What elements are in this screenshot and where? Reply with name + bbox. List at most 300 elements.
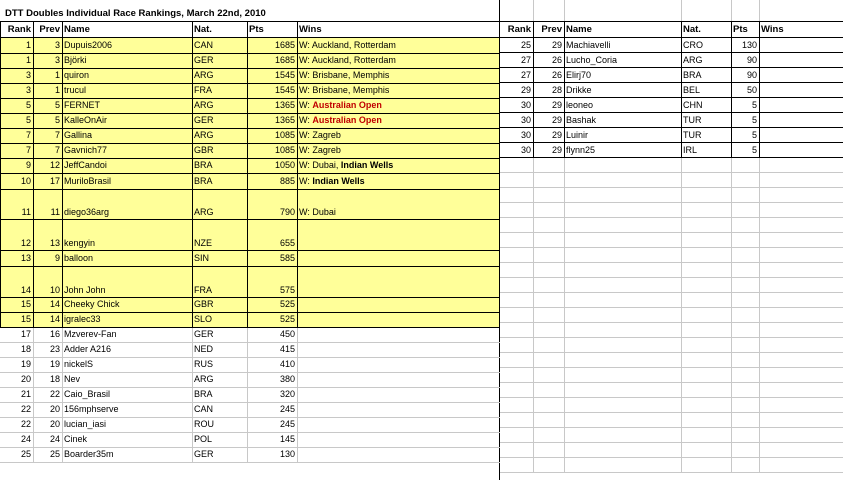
grid-line-vertical xyxy=(759,158,760,473)
cell-name: MuriloBrasil xyxy=(64,176,112,186)
cell-rank: 22 xyxy=(20,404,31,414)
grid-line-horizontal xyxy=(500,322,843,323)
cell-nat: GBR xyxy=(194,145,214,155)
grid-line-horizontal xyxy=(0,387,500,388)
cell-name: Gallina xyxy=(64,130,93,140)
grid-line-horizontal xyxy=(0,53,500,54)
cell-pts: 450 xyxy=(279,329,295,339)
cell-right-pts: 5 xyxy=(751,115,757,125)
header-right-rank: Rank xyxy=(507,24,531,35)
cell-nat: SIN xyxy=(194,253,210,263)
cell-wins xyxy=(297,432,500,447)
grid-line-vertical xyxy=(533,158,534,473)
grid-line-horizontal xyxy=(500,37,843,38)
cell-prev: 25 xyxy=(49,449,60,459)
wins-segment: W: xyxy=(299,115,313,125)
cell-wins xyxy=(297,158,500,173)
cell-name: diego36arg xyxy=(64,207,110,217)
cell-right-wins xyxy=(759,83,843,98)
cell-right-prev: 29 xyxy=(551,145,562,155)
cell-nat: BRA xyxy=(194,176,213,186)
grid-line-horizontal xyxy=(500,262,843,263)
grid-line-horizontal xyxy=(0,37,500,38)
grid-line-vertical xyxy=(681,158,682,473)
cell-rank: 21 xyxy=(20,389,31,399)
cell-name: 156mphserve xyxy=(64,404,119,414)
cell-wins xyxy=(297,98,500,113)
cell-pts: 790 xyxy=(279,207,295,217)
cell-nat: GER xyxy=(194,449,214,459)
cell-nat: GER xyxy=(194,329,214,339)
cell-rank: 18 xyxy=(20,344,31,354)
cell-wins xyxy=(297,284,500,297)
cell-name: Gavnich77 xyxy=(64,145,108,155)
grid-line-horizontal xyxy=(500,247,843,248)
grid-line-horizontal xyxy=(0,83,500,84)
cell-wins xyxy=(297,447,500,462)
grid-line-horizontal xyxy=(500,172,843,173)
header-right-prev: Prev xyxy=(541,24,562,35)
cell-right-name: Luinir xyxy=(566,130,589,140)
grid-line-horizontal xyxy=(500,21,843,22)
cell-prev: 17 xyxy=(49,176,60,186)
cell-right-nat: TUR xyxy=(683,115,702,125)
cell-name: Caio_Brasil xyxy=(64,389,111,399)
cell-name: Adder A216 xyxy=(64,344,112,354)
grid-line-vertical xyxy=(731,158,732,473)
cell-name: Björki xyxy=(64,55,87,65)
grid-line-vertical xyxy=(564,0,565,22)
cell-name: Cheeky Chick xyxy=(64,299,120,309)
grid-line-horizontal xyxy=(0,250,500,251)
cell-prev: 24 xyxy=(49,434,60,444)
cell-nat: ARG xyxy=(194,374,214,384)
cell-right-name: flynn25 xyxy=(566,145,596,155)
cell-nat: ARG xyxy=(194,130,214,140)
cell-nat: FRA xyxy=(194,285,212,295)
cell-prev: 9 xyxy=(54,253,60,263)
cell-nat: CAN xyxy=(194,40,214,50)
cell-pts: 320 xyxy=(279,389,295,399)
cell-prev: 5 xyxy=(54,100,60,110)
cell-right-name: leoneo xyxy=(566,100,594,110)
cell-right-rank: 30 xyxy=(520,115,531,125)
cell-pts: 1365 xyxy=(274,115,295,125)
cell-pts: 130 xyxy=(279,449,295,459)
cell-prev: 1 xyxy=(54,70,60,80)
header-right-nat: Nat. xyxy=(683,24,701,35)
cell-right-pts: 90 xyxy=(746,70,757,80)
grid-line-horizontal xyxy=(0,173,500,174)
wins-segment: Indian Wells xyxy=(340,160,394,170)
grid-line-vertical xyxy=(297,327,298,462)
cell-prev: 14 xyxy=(49,299,60,309)
cell-wins xyxy=(297,206,500,219)
cell-wins xyxy=(297,237,500,250)
grid-line-horizontal xyxy=(500,337,843,338)
cell-prev: 14 xyxy=(49,314,60,324)
cell-prev: 19 xyxy=(49,359,60,369)
cell-right-name: Lucho_Coria xyxy=(566,55,618,65)
cell-right-rank: 30 xyxy=(520,130,531,140)
cell-prev: 10 xyxy=(49,285,60,295)
grid-line-horizontal xyxy=(500,457,843,458)
cell-right-pts: 130 xyxy=(741,40,757,50)
grid-line-horizontal xyxy=(0,462,500,463)
grid-line-horizontal xyxy=(0,312,500,313)
wins-segment: W: Auckland, Rotterdam xyxy=(299,40,396,50)
grid-line-vertical xyxy=(759,22,760,158)
cell-right-nat: BEL xyxy=(683,85,701,95)
cell-right-name: Drikke xyxy=(566,85,592,95)
grid-line-horizontal xyxy=(0,342,500,343)
wins-segment: W: Brisbane, Memphis xyxy=(299,70,390,80)
cell-wins xyxy=(297,113,500,128)
cell-rank: 9 xyxy=(25,160,31,170)
cell-prev: 7 xyxy=(54,130,60,140)
cell-right-nat: IRL xyxy=(683,145,698,155)
cell-rank: 24 xyxy=(20,434,31,444)
cell-wins xyxy=(297,357,500,372)
grid-line-horizontal xyxy=(0,417,500,418)
cell-pts: 1085 xyxy=(274,145,295,155)
grid-line-horizontal xyxy=(500,82,843,83)
cell-rank: 25 xyxy=(20,449,31,459)
cell-nat: ARG xyxy=(194,100,214,110)
cell-rank: 3 xyxy=(25,85,31,95)
cell-pts: 245 xyxy=(279,419,295,429)
cell-prev: 22 xyxy=(49,389,60,399)
grid-line-vertical xyxy=(731,22,732,158)
cell-nat: NZE xyxy=(194,238,212,248)
cell-name: kengyin xyxy=(64,238,96,248)
cell-right-pts: 5 xyxy=(751,100,757,110)
cell-nat: NED xyxy=(194,344,214,354)
cell-right-wins xyxy=(759,38,843,53)
grid-line-horizontal xyxy=(0,266,500,267)
header-pts: Pts xyxy=(249,24,264,35)
cell-right-rank: 27 xyxy=(520,55,531,65)
cell-pts: 415 xyxy=(279,344,295,354)
cell-pts: 1545 xyxy=(274,70,295,80)
grid-line-horizontal xyxy=(0,189,500,190)
grid-line-horizontal xyxy=(0,68,500,69)
cell-right-name: Bashak xyxy=(566,115,597,125)
grid-line-horizontal xyxy=(500,232,843,233)
grid-line-horizontal xyxy=(500,157,843,158)
cell-wins xyxy=(297,83,500,98)
grid-line-horizontal xyxy=(0,143,500,144)
cell-wins xyxy=(297,297,500,312)
wins-segment: W: Brisbane, Memphis xyxy=(299,85,390,95)
cell-prev: 5 xyxy=(54,115,60,125)
cell-name: quiron xyxy=(64,70,90,80)
cell-right-pts: 90 xyxy=(746,55,757,65)
cell-right-nat: CRO xyxy=(683,40,703,50)
cell-nat: SLO xyxy=(194,314,213,324)
cell-prev: 13 xyxy=(49,238,60,248)
cell-wins xyxy=(297,143,500,158)
cell-right-wins xyxy=(759,53,843,68)
wins-segment: W: Dubai, xyxy=(299,160,341,170)
cell-prev: 23 xyxy=(49,344,60,354)
wins-segment: W: Dubai xyxy=(299,207,336,217)
cell-name: nickelS xyxy=(64,359,94,369)
grid-line-vertical xyxy=(499,0,500,480)
cell-pts: 145 xyxy=(279,434,295,444)
cell-wins xyxy=(297,128,500,143)
cell-nat: BRA xyxy=(194,389,213,399)
cell-pts: 1365 xyxy=(274,100,295,110)
header-right-pts: Pts xyxy=(733,24,748,35)
header-rank: Rank xyxy=(7,24,31,35)
cell-rank: 15 xyxy=(20,299,31,309)
cell-right-rank: 30 xyxy=(520,145,531,155)
cell-prev: 7 xyxy=(54,145,60,155)
cell-nat: POL xyxy=(194,434,213,444)
grid-line-horizontal xyxy=(0,447,500,448)
grid-line-horizontal xyxy=(0,357,500,358)
grid-line-horizontal xyxy=(500,97,843,98)
cell-pts: 525 xyxy=(279,299,295,309)
grid-line-horizontal xyxy=(500,217,843,218)
cell-rank: 17 xyxy=(20,329,31,339)
cell-nat: GBR xyxy=(194,299,214,309)
wins-segment: Indian Wells xyxy=(312,176,365,186)
grid-line-vertical xyxy=(564,158,565,473)
header-right-name: Name xyxy=(566,24,592,35)
wins-segment: Australian Open xyxy=(312,115,382,125)
cell-nat: GER xyxy=(194,115,214,125)
grid-line-horizontal xyxy=(0,432,500,433)
grid-line-vertical xyxy=(533,0,534,22)
grid-line-horizontal xyxy=(0,372,500,373)
cell-nat: CAN xyxy=(194,404,214,414)
cell-right-pts: 5 xyxy=(751,130,757,140)
cell-wins xyxy=(297,173,500,189)
cell-name: igralec33 xyxy=(64,314,101,324)
cell-name: balloon xyxy=(64,253,94,263)
cell-right-wins xyxy=(759,143,843,158)
grid-line-horizontal xyxy=(500,367,843,368)
cell-rank: 5 xyxy=(25,115,31,125)
grid-line-horizontal xyxy=(500,412,843,413)
cell-right-prev: 26 xyxy=(551,55,562,65)
grid-line-vertical xyxy=(564,22,565,158)
cell-right-rank: 29 xyxy=(520,85,531,95)
grid-line-horizontal xyxy=(0,402,500,403)
grid-line-horizontal xyxy=(500,442,843,443)
cell-rank: 10 xyxy=(20,176,31,186)
cell-rank: 14 xyxy=(20,285,31,295)
cell-wins xyxy=(297,372,500,387)
cell-right-wins xyxy=(759,68,843,83)
cell-right-wins xyxy=(759,113,843,128)
cell-right-name: Elirj70 xyxy=(566,70,592,80)
cell-wins xyxy=(297,68,500,83)
grid-line-horizontal xyxy=(500,427,843,428)
cell-right-prev: 29 xyxy=(551,115,562,125)
cell-prev: 1 xyxy=(54,85,60,95)
cell-nat: RUS xyxy=(194,359,214,369)
cell-name: trucul xyxy=(64,85,87,95)
cell-right-nat: TUR xyxy=(683,130,702,140)
cell-right-nat: BRA xyxy=(683,70,702,80)
cell-right-rank: 30 xyxy=(520,100,531,110)
cell-pts: 245 xyxy=(279,404,295,414)
grid-line-horizontal xyxy=(500,67,843,68)
cell-wins xyxy=(297,312,500,327)
cell-rank: 5 xyxy=(25,100,31,110)
cell-name: FERNET xyxy=(64,100,100,110)
cell-prev: 16 xyxy=(49,329,60,339)
cell-pts: 1085 xyxy=(274,130,295,140)
cell-nat: ARG xyxy=(194,70,214,80)
cell-name: Boarder35m xyxy=(64,449,114,459)
header-right-wins: Wins xyxy=(761,24,784,35)
cell-prev: 12 xyxy=(49,160,60,170)
cell-pts: 1685 xyxy=(274,40,295,50)
cell-wins xyxy=(297,402,500,417)
grid-line-horizontal xyxy=(0,98,500,99)
cell-right-rank: 27 xyxy=(520,70,531,80)
cell-name: KalleOnAir xyxy=(64,115,108,125)
cell-pts: 885 xyxy=(279,176,295,186)
wins-segment: W: xyxy=(299,176,313,186)
grid-line-vertical xyxy=(192,327,193,462)
wins-segment: W: Auckland, Rotterdam xyxy=(299,55,396,65)
grid-line-vertical xyxy=(731,0,732,22)
cell-pts: 585 xyxy=(279,253,295,263)
cell-name: Cinek xyxy=(64,434,88,444)
cell-pts: 380 xyxy=(279,374,295,384)
cell-rank: 1 xyxy=(25,40,31,50)
grid-line-horizontal xyxy=(500,397,843,398)
cell-nat: BRA xyxy=(194,160,213,170)
cell-right-pts: 5 xyxy=(751,145,757,155)
grid-line-horizontal xyxy=(0,297,500,298)
cell-rank: 19 xyxy=(20,359,31,369)
cell-right-prev: 26 xyxy=(551,70,562,80)
cell-pts: 1545 xyxy=(274,85,295,95)
cell-prev: 11 xyxy=(50,207,60,217)
grid-line-horizontal xyxy=(500,52,843,53)
cell-name: Mzverev-Fan xyxy=(64,329,117,339)
cell-name: Dupuis2006 xyxy=(64,40,113,50)
cell-rank: 22 xyxy=(20,419,31,429)
cell-nat: GER xyxy=(194,55,214,65)
grid-line-horizontal xyxy=(0,158,500,159)
cell-rank: 7 xyxy=(25,130,31,140)
cell-right-prev: 29 xyxy=(551,130,562,140)
cell-right-prev: 29 xyxy=(551,100,562,110)
header-name: Name xyxy=(64,24,90,35)
header-wins: Wins xyxy=(299,24,322,35)
cell-nat: ARG xyxy=(194,207,214,217)
cell-wins xyxy=(297,250,500,266)
wins-segment: W: xyxy=(299,100,313,110)
cell-name: JeffCandoi xyxy=(64,160,107,170)
cell-right-nat: ARG xyxy=(683,55,703,65)
grid-line-horizontal xyxy=(500,352,843,353)
grid-line-vertical xyxy=(247,327,248,462)
cell-wins xyxy=(297,387,500,402)
grid-line-horizontal xyxy=(500,112,843,113)
grid-line-horizontal xyxy=(500,202,843,203)
cell-pts: 525 xyxy=(279,314,295,324)
grid-line-vertical xyxy=(33,327,34,462)
cell-prev: 20 xyxy=(49,404,60,414)
wins-segment: W: Zagreb xyxy=(299,145,341,155)
grid-line-horizontal xyxy=(0,219,500,220)
cell-prev: 3 xyxy=(54,55,60,65)
cell-nat: ROU xyxy=(194,419,214,429)
cell-rank: 11 xyxy=(21,207,31,217)
cell-rank: 13 xyxy=(20,253,31,263)
cell-rank: 15 xyxy=(20,314,31,324)
wins-segment: Australian Open xyxy=(312,100,382,110)
grid-line-vertical xyxy=(681,0,682,22)
cell-right-prev: 29 xyxy=(551,40,562,50)
cell-rank: 12 xyxy=(20,238,31,248)
cell-pts: 1685 xyxy=(274,55,295,65)
cell-right-rank: 25 xyxy=(520,40,531,50)
grid-line-vertical xyxy=(681,22,682,158)
grid-line-horizontal xyxy=(500,307,843,308)
grid-line-horizontal xyxy=(0,113,500,114)
cell-prev: 3 xyxy=(54,40,60,50)
grid-line-horizontal xyxy=(500,127,843,128)
grid-line-horizontal xyxy=(0,327,500,328)
cell-pts: 655 xyxy=(279,238,295,248)
grid-line-horizontal xyxy=(0,21,500,22)
grid-line-horizontal xyxy=(500,187,843,188)
cell-wins xyxy=(297,342,500,357)
grid-line-horizontal xyxy=(500,277,843,278)
cell-wins xyxy=(297,417,500,432)
cell-rank: 20 xyxy=(20,374,31,384)
cell-name: John John xyxy=(64,285,106,295)
grid-line-horizontal xyxy=(500,472,843,473)
cell-pts: 575 xyxy=(279,285,295,295)
cell-pts: 410 xyxy=(279,359,295,369)
cell-nat: FRA xyxy=(194,85,212,95)
grid-line-horizontal xyxy=(0,128,500,129)
cell-right-prev: 28 xyxy=(551,85,562,95)
cell-right-nat: CHN xyxy=(683,100,703,110)
cell-rank: 7 xyxy=(25,145,31,155)
grid-line-vertical xyxy=(62,327,63,462)
grid-line-horizontal xyxy=(500,292,843,293)
header-prev: Prev xyxy=(39,24,60,35)
cell-wins xyxy=(297,38,500,53)
cell-wins xyxy=(297,327,500,342)
cell-rank: 3 xyxy=(25,70,31,80)
wins-segment: W: Zagreb xyxy=(299,130,341,140)
grid-line-vertical xyxy=(533,22,534,158)
cell-name: Nev xyxy=(64,374,81,384)
cell-right-wins xyxy=(759,98,843,113)
cell-prev: 18 xyxy=(49,374,60,384)
cell-prev: 20 xyxy=(49,419,60,429)
grid-line-vertical xyxy=(759,0,760,22)
cell-right-name: Machiavelli xyxy=(566,40,611,50)
cell-name: lucian_iasi xyxy=(64,419,107,429)
cell-wins xyxy=(297,53,500,68)
cell-pts: 1050 xyxy=(274,160,295,170)
cell-rank: 1 xyxy=(25,55,31,65)
header-nat: Nat. xyxy=(194,24,212,35)
